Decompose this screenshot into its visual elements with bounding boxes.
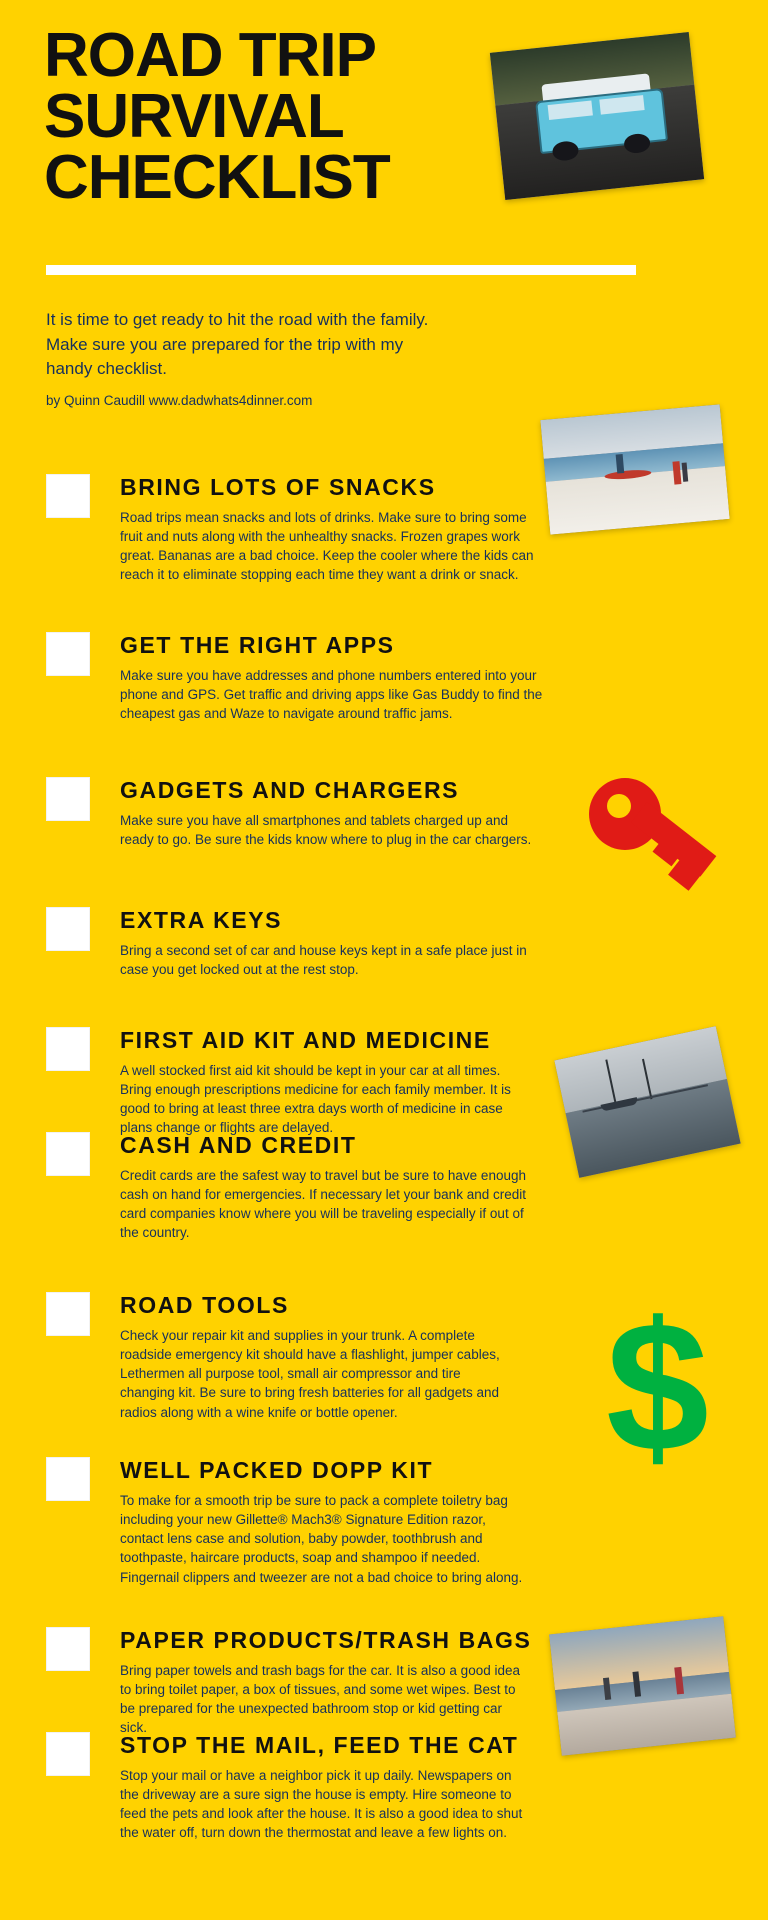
checkbox-gadgets[interactable] [46, 777, 90, 821]
svg-text:$: $ [606, 1300, 709, 1475]
title-line-3: CHECKLIST [44, 142, 390, 212]
checkbox-paper-products[interactable] [46, 1627, 90, 1671]
page-title [44, 21, 514, 212]
title-line-1: ROAD TRIP [44, 21, 376, 90]
checkbox-extra-keys[interactable] [46, 907, 90, 951]
beach-sunset-photo [549, 1616, 736, 1756]
item-body: Stop your mail or have a neighbor pick it up daily. Newspapers on the driveway are a sure sign the house is empty. Hire someone to feed the pets and look after the house. It is also a good idea to shut the water off, turn down the thermostat and leave a few lights on. [120, 1768, 523, 1841]
item-title: GADGETS AND CHARGERS [120, 777, 460, 803]
checkbox-cash-credit[interactable] [46, 1132, 90, 1176]
item-title: EXTRA KEYS [120, 907, 283, 933]
checkbox-apps[interactable] [46, 632, 90, 676]
item-title: ROAD TOOLS [120, 1292, 289, 1318]
checkbox-first-aid[interactable] [46, 1027, 90, 1071]
item-body: A well stocked first aid kit should be kept in your car at all times. Bring enough prescriptions medicine for each family member. It is good to bring at least three extra days worth of medicine in case plans change or flights are delayed. [120, 1063, 511, 1136]
key-graphic [585, 770, 740, 910]
item-body: Bring a second set of car and house keys kept in a safe place just in case you get locked out at the rest stop. [120, 943, 527, 978]
checkbox-road-tools[interactable] [46, 1292, 90, 1336]
item-body: Make sure you have all smartphones and tablets charged up and ready to go. Be sure the kids know where to plug in the car chargers. [120, 813, 532, 848]
item-body: Make sure you have addresses and phone numbers entered into your phone and GPS. Get traffic and driving apps like Gas Buddy to find the cheapest gas and Waze to navigate around traffic jams. [120, 668, 543, 722]
title-divider [46, 265, 636, 275]
checkbox-dopp-kit[interactable] [46, 1457, 90, 1501]
item-title: PAPER PRODUCTS/TRASH BAGS [120, 1627, 532, 1653]
beach-kayak-photo [540, 404, 729, 534]
vw-van-photo [490, 32, 704, 200]
item-body: Road trips mean snacks and lots of drinks. Make sure to bring some fruit and nuts along with the unhealthy snacks. Frozen grapes work great. Bananas are a bad choice. Keep the cooler where the kids can reach it to eliminate stopping each time they want a drink or snack. [120, 510, 534, 583]
checkbox-snacks[interactable] [46, 474, 90, 518]
item-title: CASH AND CREDIT [120, 1132, 357, 1158]
item-body: Credit cards are the safest way to travel but be sure to have enough cash on hand for emergencies. If necessary let your bank and credit card companies know where you will be traveling especially if out of the country. [120, 1168, 526, 1241]
title-line-2: SURVIVAL [44, 81, 344, 151]
item-title: GET THE RIGHT APPS [120, 632, 395, 658]
checkbox-stop-mail[interactable] [46, 1732, 90, 1776]
item-title: STOP THE MAIL, FEED THE CAT [120, 1732, 519, 1758]
item-body: Bring paper towels and trash bags for the car. It is also a good idea to bring toilet paper, a box of tissues, and some wet wipes. Best to be prepared for the unexpected bathroom stop or kid getting car sick. [120, 1663, 520, 1736]
intro-text: It is time to get ready to hit the road with the family. Make sure you are prepared for the trip with my handy checklist. [46, 310, 429, 379]
dollar-sign-graphic [590, 1300, 725, 1475]
item-title: FIRST AID KIT AND MEDICINE [120, 1027, 491, 1053]
item-title: BRING LOTS OF SNACKS [120, 474, 436, 500]
byline-text: by Quinn Caudill www.dadwhats4dinner.com [46, 393, 313, 408]
pier-boat-photo [554, 1026, 740, 1178]
item-title: WELL PACKED DOPP KIT [120, 1457, 434, 1483]
item-body: To make for a smooth trip be sure to pack a complete toiletry bag including your new Gillette® Mach3® Signature Edition razor, contact lens case and solution, baby powder, toothbrush and toothpaste, haircare products, soap and shampoo if needed. Fingernail clippers and tweezer are not a bad choice to bring along. [120, 1493, 523, 1585]
item-body: Check your repair kit and supplies in your trunk. A complete roadside emergency kit should have a flashlight, jumper cables, Lethermen all purpose tool, small air compressor and tire changing kit. Be sure to bring fresh batteries for all gadgets and radios along with a wine knife or bottle opener. [120, 1328, 500, 1420]
